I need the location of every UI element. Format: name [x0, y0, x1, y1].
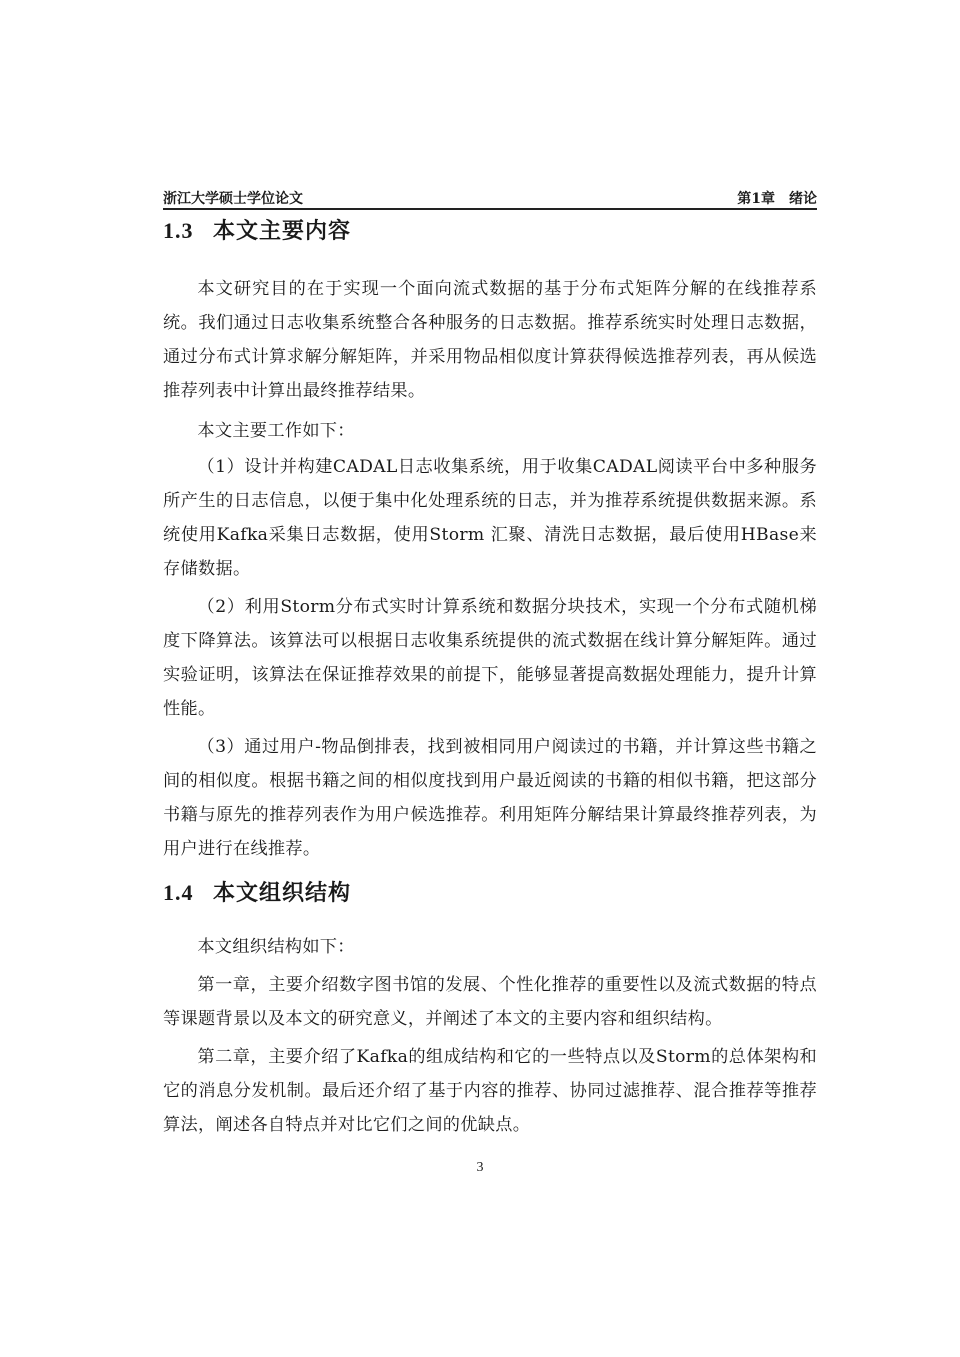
- section-number: 1.4: [163, 880, 194, 905]
- section-title: 本文组织结构: [213, 880, 352, 906]
- running-header: [163, 186, 817, 210]
- paragraph-chapter-1: 第一章，主要介绍数字图书馆的发展、个性化推荐的重要性以及流式数据的特点等课题背景以及本文的研究意义，并阐述了本文的主要内容和组织结构。: [163, 975, 817, 1029]
- paragraph-work-item-3: （3）通过用户-物品倒排表，找到被相同用户阅读过的书籍，并计算这些书籍之间的相似度。根据书籍之间的相似度找到用户最近阅读的书籍的相似书籍，把这部分书籍与原先的推荐列表作为用户候选推荐。利用矩阵分解结果计算最终推荐列表，为用户进行在线推荐。: [163, 737, 817, 859]
- paragraph-work-item-1: （1）设计并构建CADAL日志收集系统，用于收集CADAL阅读平台中多种服务所产生的日志信息，以便于集中化处理系统的日志，并为推荐系统提供数据来源。系统使用Kafka采集日志数据，使用Storm 汇聚、清洗日志数据，最后使用HBase来存储数据。: [163, 457, 817, 579]
- section-heading-1-3: [163, 214, 351, 245]
- section-number: 1.3: [163, 218, 194, 243]
- header-thesis-title: 浙江大学硕士学位论文: [163, 191, 303, 207]
- paragraph-chapter-2: 第二章，主要介绍了Kafka的组成结构和它的一些特点以及Storm的总体架构和它的消息分发机制。最后还介绍了基于内容的推荐、协同过滤推荐、混合推荐等推荐算法，阐述各自特点并对比它们之间的优缺点。: [163, 1047, 817, 1135]
- section-title: 本文主要内容: [213, 218, 352, 244]
- paragraph-work-intro: 本文主要工作如下：: [197, 421, 355, 441]
- header-chapter-title: 绪论: [789, 191, 817, 207]
- paragraph-research-goal: 本文研究目的在于实现一个面向流式数据的基于分布式矩阵分解的在线推荐系统。我们通过日志收集系统整合各种服务的日志数据。推荐系统实时处理日志数据，通过分布式计算求解分解矩阵，并采用物品相似度计算获得候选推荐列表，再从候选推荐列表中计算出最终推荐结果。: [163, 279, 817, 401]
- paragraph-structure-intro: 本文组织结构如下：: [197, 937, 355, 957]
- paragraph-work-item-2: （2）利用Storm分布式实时计算系统和数据分块技术，实现一个分布式随机梯度下降算法。该算法可以根据日志收集系统提供的流式数据在线计算分解矩阵。通过实验证明，该算法在保证推荐效果的前提下，能够显著提高数据处理能力，提升计算性能。: [163, 597, 817, 719]
- section-heading-1-4: [163, 876, 351, 907]
- header-chapter: [737, 188, 817, 208]
- page-number: 3: [476, 1160, 484, 1175]
- header-chapter-number: 第1章: [737, 191, 775, 207]
